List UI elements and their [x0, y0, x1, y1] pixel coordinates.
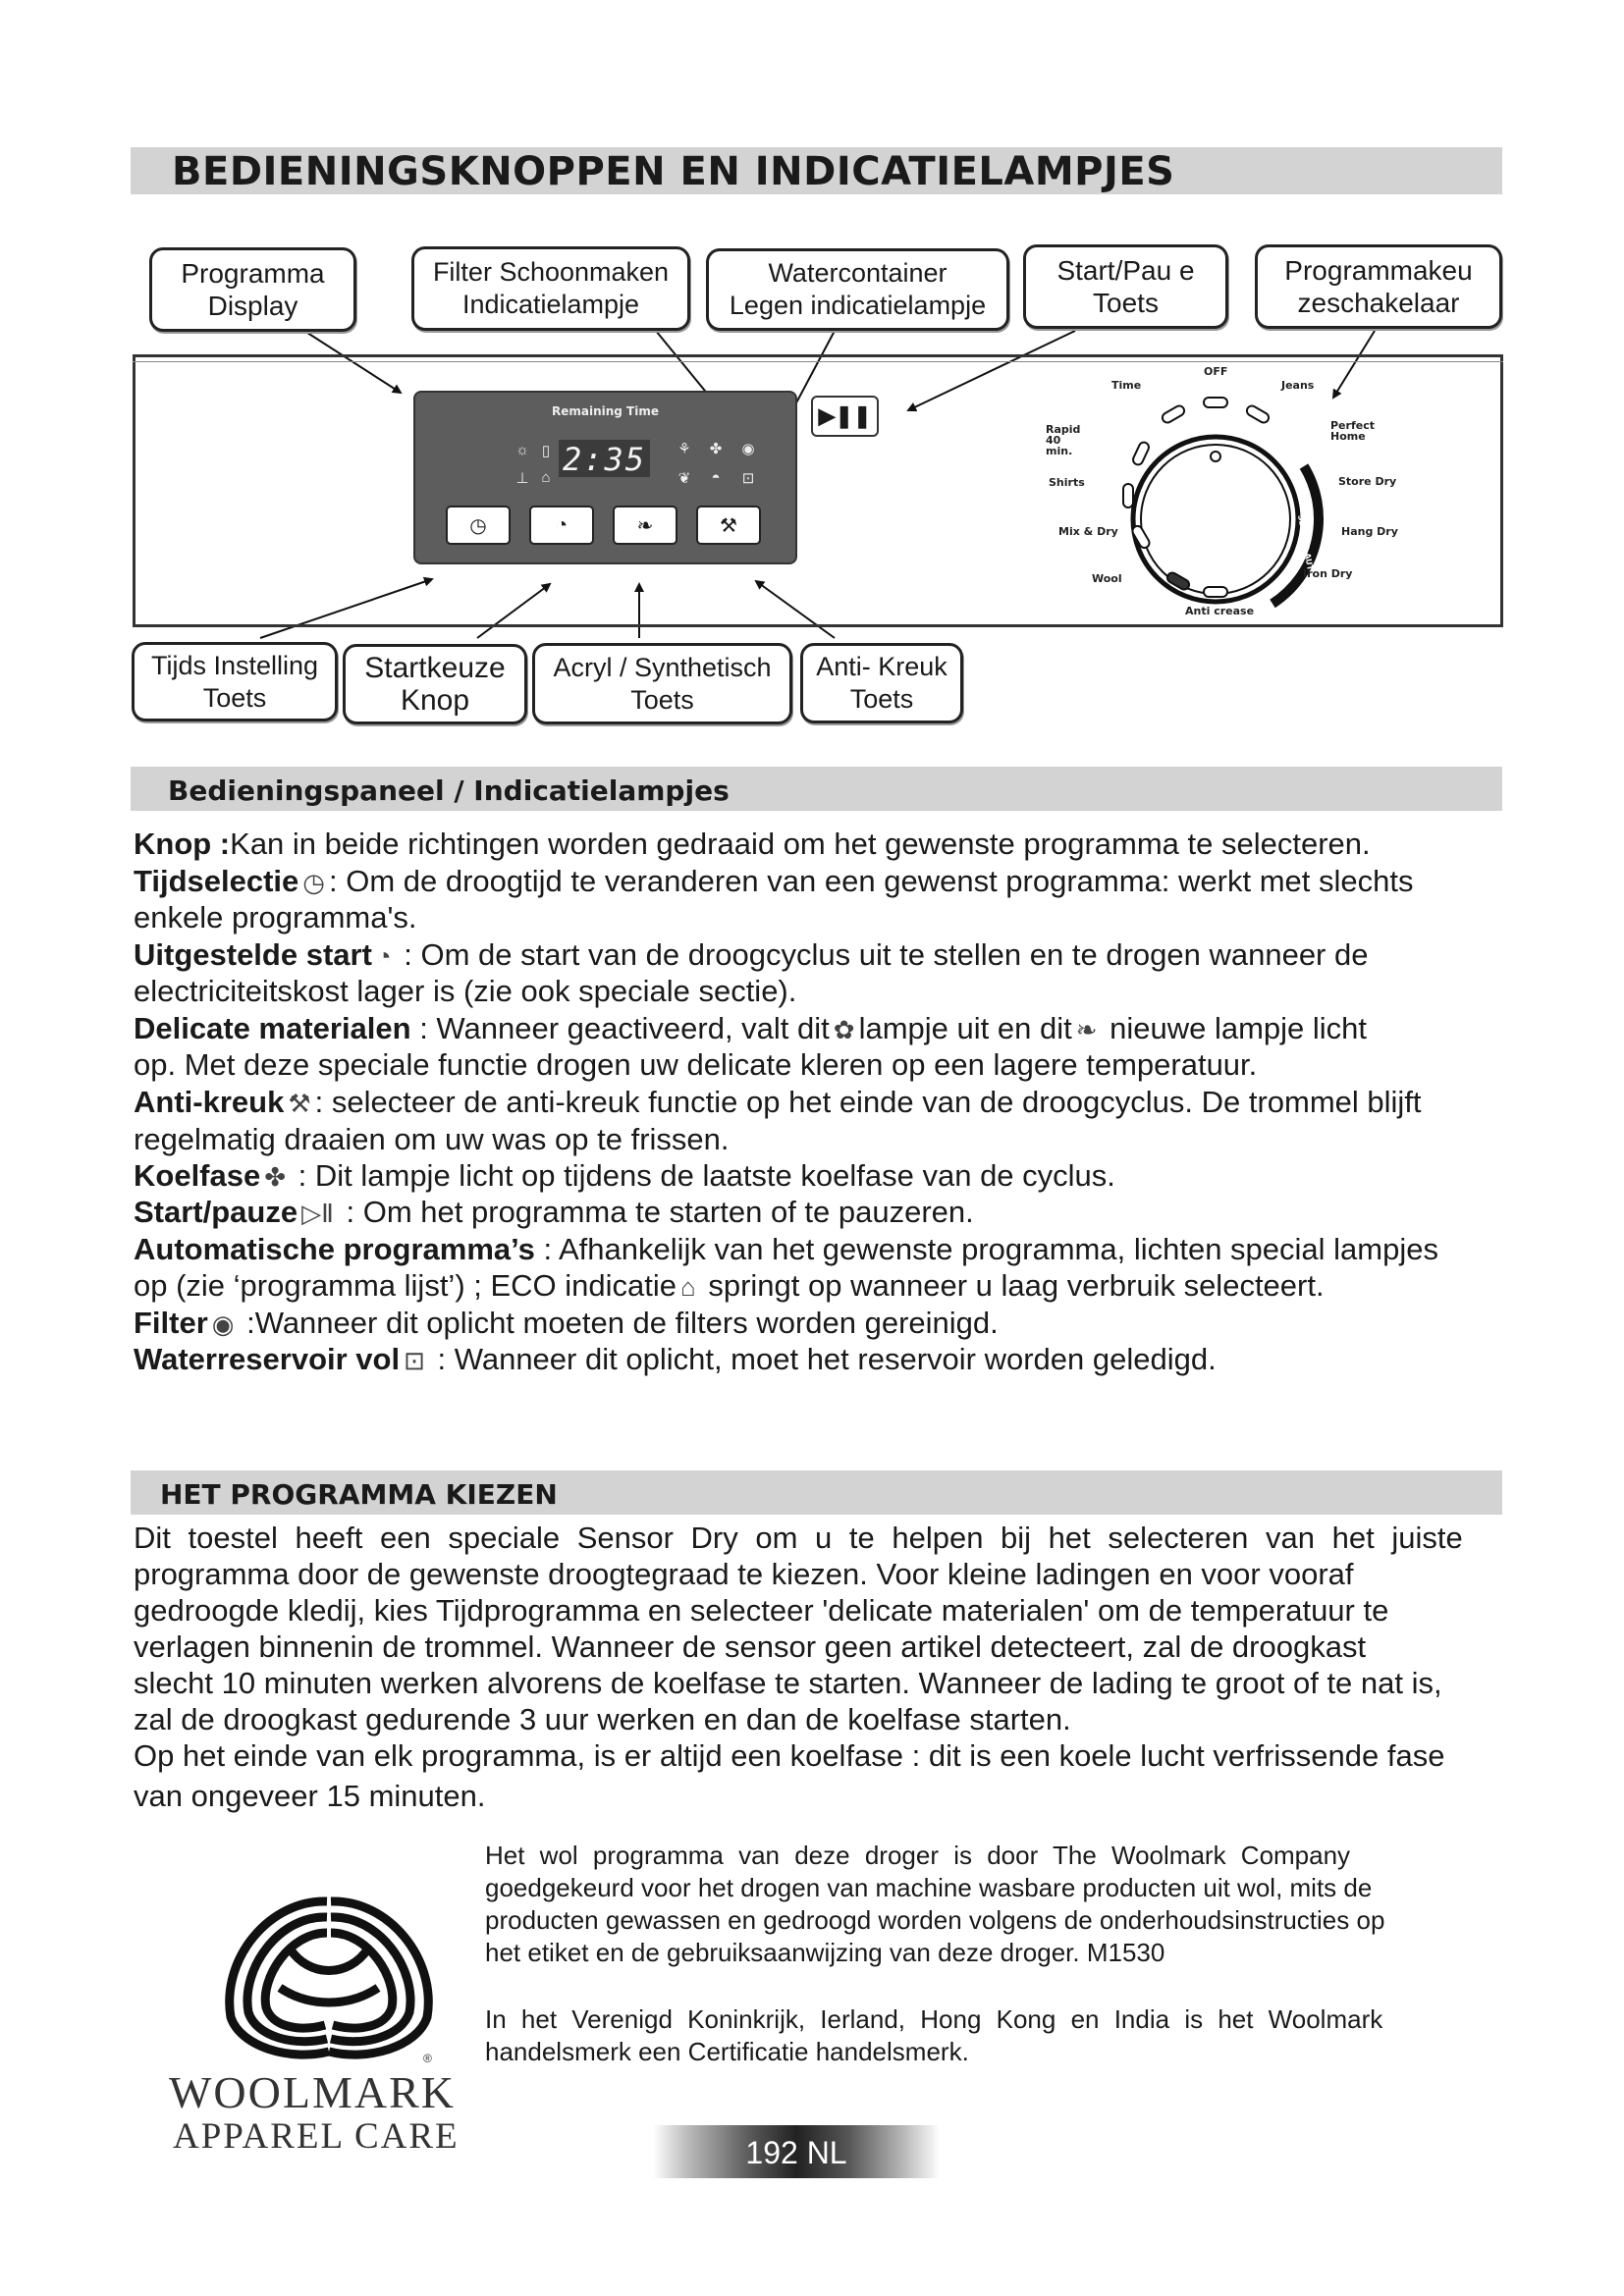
item-anti-kreuk-cont: regelmatig draaien om uw was op te frissen.	[134, 1122, 730, 1156]
woolmark-logo-icon	[211, 1890, 447, 2066]
callout-tijds-instelling: Tijds Instelling Toets	[132, 642, 338, 721]
indicator-hanger-icon: ⊥	[515, 470, 529, 487]
indicator-filter-icon: ◉	[741, 441, 755, 457]
item-automatische-cont: op (zie ‘programma lijst’) ; ECO indicatie ⌂ springt op wanneer u laag verbruik selecteert.	[134, 1268, 1325, 1303]
dial-label-anti-crease: Anti crease	[1185, 605, 1255, 617]
item-knop: Knop :Kan in beide richtingen worden gedraaid om het gewenste programma te selecteren.	[134, 827, 1371, 861]
feather-icon: ❧	[636, 514, 654, 537]
indicator-eco-icon: ◓	[711, 469, 721, 486]
dial-position-jeans	[1245, 404, 1271, 425]
indicator-sun-icon: ☼	[515, 442, 529, 458]
item-filter: Filter ◉ :Wanneer dit oplicht moeten de filters worden gereinigd.	[134, 1306, 999, 1340]
item-waterreservoir: Waterreservoir vol ⊡ : Wanneer dit oplicht, moet het reservoir worden geledigd.	[134, 1342, 1217, 1376]
sensor-auto-label: SENSOR AUTO	[1296, 513, 1317, 578]
section2-paragraph: Dit toestel heeft een speciale Sensor Dry om u te helpen bij het selecteren van het juiste programma door de gewenste droogtegraad te kiezen. Voor kleine ladingen en voor vooraf gedroogde kledij, kies Tijdprogramma en selecteer 'delicate materialen' om de temperatuur te verlagen binnenin de trommel. Wanneer de sensor geen artikel detecteert, zal de droogkast slecht 10 minuten werken alvorens de koelfase te starten. Wanneer de lading te groot of te nat is, zal de droogkast gedurende 3 uur werken en dan de koelfase starten. Op het einde van elk programma, is er altijd een koelfase : dit is een koele lucht verfrissende fase van ongeveer 15 minuten.	[134, 1521, 1463, 1813]
item-delicate-materialen: Delicate materialen : Wanneer geactiveerd, valt dit ✿ lampje uit en dit ❧ nieuwe lampje licht	[134, 1011, 1368, 1045]
item-uitgestelde-start: Uitgestelde start ◔ : Om de start van de droogcyclus uit te stellen en te drogen wanneer de	[134, 937, 1369, 972]
page-title: BEDIENINGSKNOPPEN EN INDICATIELAMPJES	[172, 149, 1175, 194]
play-pause-icon: ▶❚❚	[818, 403, 872, 428]
page-number-bar	[653, 2125, 940, 2178]
dial-label-store-dry: Store Dry	[1338, 475, 1397, 488]
dial-position-rapid	[1131, 441, 1150, 466]
callout-startkeuze: Startkeuze Knop	[343, 644, 527, 724]
dial-label-time: Time	[1111, 379, 1142, 392]
dial-label-iron-dry: Iron Dry	[1303, 567, 1353, 580]
dial-position-shirts	[1123, 484, 1133, 507]
anti-crease-icon: ⚒	[720, 514, 737, 537]
clock-icon: ◷	[302, 868, 325, 897]
time-select-button[interactable]	[446, 506, 511, 545]
item-tijdselectie: Tijdselectie ◷ : Om de droogtijd te veranderen van een gewenst programma: werkt met slechts	[134, 864, 1414, 898]
callout-anti-kreuk: Anti- Kreuk Toets	[800, 643, 963, 723]
item-tijdselectie-cont: enkele programma's.	[134, 900, 417, 934]
callout-programmakeuzeschakelaar: Programmakeu zeschakelaar	[1255, 244, 1502, 329]
anti-crease-icon: ⚒	[288, 1089, 311, 1118]
feather-icon: ❧	[1075, 1015, 1098, 1044]
anti-crease-button[interactable]	[696, 506, 761, 545]
play-pause-icon: ▷Ⅱ	[301, 1199, 334, 1228]
item-automatische-programmas: Automatische programma’s : Afhankelijk van het gewenste programma, lichten special lampjes	[134, 1232, 1438, 1266]
indicator-cupboard-icon: ▯	[541, 443, 551, 459]
indicator-cooling-icon: ✤	[709, 441, 723, 457]
indicator-anti-crease-icon: ⚘	[677, 441, 691, 457]
clock-icon: ◷	[469, 514, 487, 537]
indicator-iron-icon: ⌂	[541, 469, 551, 486]
eco-icon: ⌂	[680, 1272, 696, 1302]
dial-position-time	[1161, 404, 1186, 425]
dial-position-off	[1204, 398, 1227, 407]
delay-start-button[interactable]	[529, 506, 594, 545]
delay-start-icon: ◔	[555, 513, 568, 536]
item-koelfase: Koelfase ✤ : Dit lampje licht op tijdens de laatste koelfase van de cyclus.	[134, 1158, 1115, 1193]
woolmark-logo-subtitle: APPAREL CARE	[173, 2116, 460, 2157]
cooling-fan-icon: ✤	[264, 1162, 287, 1192]
callout-start-pause: Start/Pau e Toets	[1023, 244, 1228, 329]
cotton-icon: ✿	[833, 1015, 855, 1044]
woolmark-logo-name: WOOLMARK	[169, 2067, 456, 2117]
delay-start-icon: ◔	[375, 941, 392, 971]
woolmark-paragraph-1: Het wol programma van deze droger is door The Woolmark Company goedgekeurd voor het drogen van machine wasbare producten uit wol, mits de producten gewassen en gedroogd worden volgens de onderhoudsinstructies op het etiket en de gebruiksaanwijzing van deze droger. M1530	[485, 1841, 1385, 1967]
registered-mark: ®	[423, 2052, 432, 2065]
dial-label-off: OFF	[1204, 365, 1228, 378]
callout-programma-display: Programma Display	[149, 247, 356, 332]
water-tank-icon: ⊡	[404, 1346, 425, 1375]
display-panel	[413, 391, 797, 564]
woolmark-paragraph-2: In het Verenigd Koninkrijk, Ierland, Hong Kong en India is het Woolmark handelsmerk een Certificatie handelsmerk.	[485, 2004, 1383, 2066]
dial-position-anti-crease	[1204, 587, 1227, 597]
time-display: 2:35	[559, 440, 650, 477]
section-header-bedieningspaneel: Bedieningspaneel / Indicatielampjes	[131, 767, 1502, 811]
dial-label-jeans: Jeans	[1281, 379, 1315, 392]
dial-label-hang-dry: Hang Dry	[1341, 525, 1398, 538]
page-number: 192 NL	[745, 2135, 847, 2170]
delicate-button[interactable]	[613, 506, 677, 545]
dial-label-wool: Wool	[1092, 572, 1122, 585]
dial-inner-ring	[1141, 445, 1290, 594]
indicator-delicate-icon: ❦	[677, 470, 691, 487]
dial-label-mix-dry: Mix & Dry	[1058, 525, 1118, 538]
dial-label-perfect-home: Perfect Home	[1330, 419, 1375, 443]
item-uitgestelde-start-cont: electriciteitskost lager is (zie ook speciale sectie).	[134, 974, 797, 1008]
item-anti-kreuk: Anti-kreuk ⚒ : selecteer de anti-kreuk functie op het einde van de droogcyclus. De trommel blijft	[134, 1085, 1422, 1119]
dial-label-shirts: Shirts	[1049, 476, 1085, 489]
item-start-pauze: Start/pauze ▷Ⅱ : Om het programma te starten of te pauzeren.	[134, 1195, 974, 1229]
indicator-water-tank-icon: ⊡	[741, 470, 755, 487]
dial-label-rapid-40: Rapid 40 min.	[1046, 423, 1081, 457]
dial-pointer	[1211, 452, 1220, 461]
item-delicate-cont: op. Met deze speciale functie drogen uw delicate kleren op een lagere temperatuur.	[134, 1047, 1258, 1082]
section-header-programma-kiezen: HET PROGRAMMA KIEZEN	[131, 1470, 1502, 1515]
callout-watercontainer: Watercontainer Legen indicatielampje	[706, 248, 1009, 331]
filter-icon: ◉	[211, 1309, 235, 1339]
remaining-time-label: Remaining Time	[551, 404, 659, 418]
callout-acryl-synthetisch: Acryl / Synthetisch Toets	[532, 643, 792, 724]
start-pause-button[interactable]	[811, 396, 879, 437]
callout-filter-schoonmaken: Filter Schoonmaken Indicatielampje	[411, 246, 690, 331]
